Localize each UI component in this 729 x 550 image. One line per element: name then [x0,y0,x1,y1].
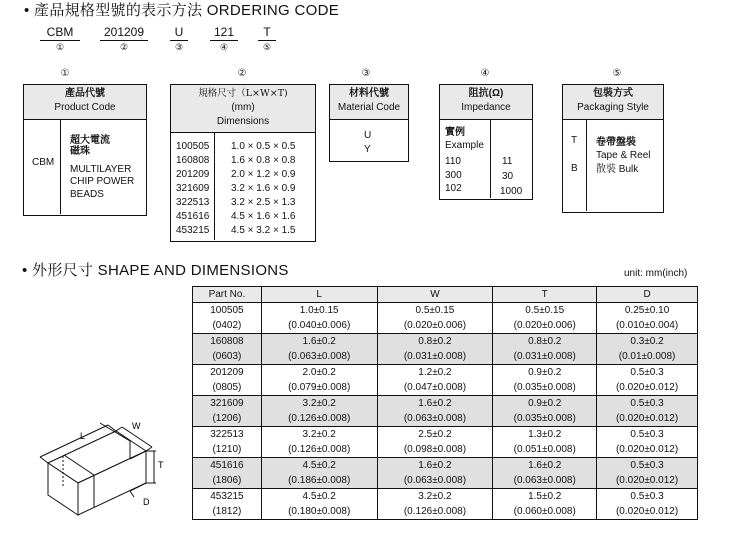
w-inch: (0.020±0.006) [377,318,493,334]
impedance-value: 30 [502,171,514,182]
w-mm: 0.8±0.2 [377,334,493,350]
t-mm: 0.5±0.15 [493,303,597,319]
dimensions-header-unit: (mm) [231,102,255,113]
impedance-code: 102 [445,183,462,194]
d-inch: (0.01±0.008) [597,349,698,365]
w-mm: 3.2±0.2 [377,489,493,505]
d-inch: (0.020±0.012) [597,411,698,427]
part-no: 201209 [193,365,262,381]
box-number: ③ [361,68,371,79]
table-row-inch [193,349,698,365]
code-part-number: ③ [174,42,184,52]
product-desc-en: CHIP POWER [70,176,135,187]
part-inch: (1206) [193,411,262,427]
l-inch: (0.126±0.008) [261,442,377,458]
dimensions-header-en: Dimensions [216,116,270,127]
size-code: 160808 [176,155,210,166]
diagram-label-t: T [158,460,164,470]
d-inch: (0.020±0.012) [597,504,698,520]
size-dims: 3.2 × 1.6 × 0.9 [231,183,296,194]
size-code: 100505 [176,141,210,152]
part-inch: (1812) [193,504,262,520]
part-no: 453215 [193,489,262,505]
table-row [193,427,698,443]
d-inch: (0.020±0.012) [597,442,698,458]
dimensions-header [171,85,315,133]
shape-dimensions-title: • 外形尺寸 SHAPE AND DIMENSIONS [22,262,289,279]
t-mm: 1.6±0.2 [493,458,597,474]
product-desc-en: BEADS [70,189,104,200]
packaging-header [563,85,663,120]
part-no: 160808 [193,334,262,350]
size-dims: 1.6 × 0.8 × 0.8 [231,155,296,166]
t-mm: 1.5±0.2 [493,489,597,505]
l-inch: (0.126±0.008) [261,411,377,427]
impedance-header-cn: 阻抗(Ω) [468,88,504,99]
code-part-value: T [258,25,276,41]
l-mm: 1.0±0.15 [261,303,377,319]
diagram-label-w: W [132,421,141,431]
part-no: 451616 [193,458,262,474]
chip-diagram [30,405,180,525]
t-inch: (0.035±0.008) [493,380,597,396]
t-mm: 0.9±0.2 [493,365,597,381]
size-code: 451616 [176,211,210,222]
code-part-number: ① [55,42,65,52]
size-code: 321609 [176,183,210,194]
w-mm: 1.6±0.2 [377,458,493,474]
code-part-value: 121 [210,25,238,41]
d-inch: (0.010±0.004) [597,318,698,334]
table-row-inch [193,380,698,396]
table-row [193,365,698,381]
d-mm: 0.25±0.10 [597,303,698,319]
impedance-example-cn: 實例 [445,127,465,138]
w-inch: (0.063±0.008) [377,411,493,427]
packaging-box [562,84,664,213]
part-no: 322513 [193,427,262,443]
product-code-header-cn: 產品代號 [65,88,105,99]
dimensions-box [170,84,316,242]
d-mm: 0.5±0.3 [597,458,698,474]
table-row-inch [193,473,698,489]
d-mm: 0.5±0.3 [597,489,698,505]
divider [586,120,587,211]
t-inch: (0.063±0.008) [493,473,597,489]
t-mm: 0.9±0.2 [493,396,597,412]
code-part-material [170,25,188,53]
diagram-label-d: D [143,497,150,507]
material-code-header-en: Material Code [337,102,401,113]
w-inch: (0.031±0.008) [377,349,493,365]
t-inch: (0.051±0.008) [493,442,597,458]
part-inch: (1806) [193,473,262,489]
code-part-size [100,25,148,53]
product-code-value: CBM [32,157,55,168]
code-part-product [40,25,80,53]
col-header-d: D [597,287,698,303]
table-header-row [193,287,698,303]
part-inch: (1210) [193,442,262,458]
material-code-box [329,84,409,162]
col-header-t: T [493,287,597,303]
divider [214,133,215,240]
w-inch: (0.098±0.008) [377,442,493,458]
packaging-header-en: Packaging Style [577,102,649,113]
product-desc-en: MULTILAYER [70,164,132,175]
part-inch: (0603) [193,349,262,365]
t-inch: (0.020±0.006) [493,318,597,334]
packaging-desc-en: Tape & Reel [596,150,651,161]
code-part-packaging [258,25,276,53]
packaging-header-cn: 包裝方式 [593,88,633,99]
col-header-part: Part No. [193,287,262,303]
table-row-inch [193,442,698,458]
code-part-value: CBM [40,25,80,41]
packaging-code: B [571,163,578,174]
box-number: ② [237,68,247,79]
d-mm: 0.5±0.3 [597,427,698,443]
d-inch: (0.020±0.012) [597,473,698,489]
product-code-header [24,85,146,120]
size-dims: 1.0 × 0.5 × 0.5 [231,141,296,152]
table-row-inch [193,504,698,520]
t-mm: 1.3±0.2 [493,427,597,443]
l-mm: 2.0±0.2 [261,365,377,381]
w-mm: 0.5±0.15 [377,303,493,319]
l-mm: 4.5±0.2 [261,458,377,474]
part-no: 321609 [193,396,262,412]
size-dims: 4.5 × 3.2 × 1.5 [231,225,296,236]
impedance-value: 1000 [500,186,523,197]
material-code-value: Y [364,144,371,155]
part-inch: (0402) [193,318,262,334]
product-desc-cn: 超大電流 [70,135,110,146]
material-code-value: U [364,130,372,141]
product-code-box [23,84,147,216]
impedance-code: 300 [445,170,462,181]
size-dims: 2.0 × 1.2 × 0.9 [231,169,296,180]
table-row-inch [193,411,698,427]
table-row-inch [193,318,698,334]
l-mm: 4.5±0.2 [261,489,377,505]
l-inch: (0.180±0.008) [261,504,377,520]
w-mm: 1.6±0.2 [377,396,493,412]
t-inch: (0.031±0.008) [493,349,597,365]
d-mm: 0.5±0.3 [597,365,698,381]
size-dims: 4.5 × 1.6 × 1.6 [231,211,296,222]
part-no: 100505 [193,303,262,319]
impedance-example-en: Example [445,140,484,151]
impedance-header-en: Impedance [461,102,511,113]
table-row [193,396,698,412]
l-mm: 1.6±0.2 [261,334,377,350]
table-row [193,334,698,350]
table-row [193,303,698,319]
box-number: ① [60,68,70,79]
table-row [193,489,698,505]
code-part-value: U [170,25,188,41]
product-desc-cn: 磁珠 [70,146,90,157]
code-part-number: ⑤ [262,42,272,52]
divider [490,120,491,198]
code-part-number: ④ [219,42,229,52]
product-code-header-en: Product Code [54,102,116,113]
l-mm: 3.2±0.2 [261,427,377,443]
col-header-l: L [261,287,377,303]
code-part-value: 201209 [100,25,148,41]
box-number: ④ [480,68,490,79]
diagram-label-l: L [80,431,86,441]
part-inch: (0805) [193,380,262,396]
l-inch: (0.079±0.008) [261,380,377,396]
size-code: 453215 [176,225,210,236]
l-mm: 3.2±0.2 [261,396,377,412]
impedance-box [439,84,533,200]
d-mm: 0.3±0.2 [597,334,698,350]
l-inch: (0.040±0.006) [261,318,377,334]
t-inch: (0.035±0.008) [493,411,597,427]
l-inch: (0.186±0.008) [261,473,377,489]
ordering-code-title: • 產品規格型號的表示方法 ORDERING CODE [24,2,340,19]
packaging-desc-bulk: 散裝 Bulk [596,164,639,175]
impedance-value: 11 [502,156,513,167]
w-mm: 1.2±0.2 [377,365,493,381]
packaging-code: T [571,135,578,146]
box-number: ⑤ [612,68,622,79]
t-inch: (0.060±0.008) [493,504,597,520]
col-header-w: W [377,287,493,303]
size-dims: 3.2 × 2.5 × 1.3 [231,197,296,208]
dimensions-table [192,286,698,520]
d-mm: 0.5±0.3 [597,396,698,412]
t-mm: 0.8±0.2 [493,334,597,350]
packaging-desc-cn: 卷帶盤裝 [596,137,636,148]
dimensions-header-cn: 規格尺寸（L×W×T) [198,88,288,99]
size-code: 322513 [176,197,210,208]
w-inch: (0.063±0.008) [377,473,493,489]
size-code: 201209 [176,169,210,180]
code-part-number: ② [119,42,129,52]
w-mm: 2.5±0.2 [377,427,493,443]
w-inch: (0.047±0.008) [377,380,493,396]
impedance-code: 110 [445,156,461,167]
divider [60,120,61,214]
table-row [193,458,698,474]
l-inch: (0.063±0.008) [261,349,377,365]
w-inch: (0.126±0.008) [377,504,493,520]
material-code-header-cn: 材料代號 [349,88,389,99]
code-part-impedance [210,25,238,53]
impedance-header [440,85,532,120]
unit-label: unit: mm(inch) [624,268,688,279]
d-inch: (0.020±0.012) [597,380,698,396]
material-code-header [330,85,408,120]
